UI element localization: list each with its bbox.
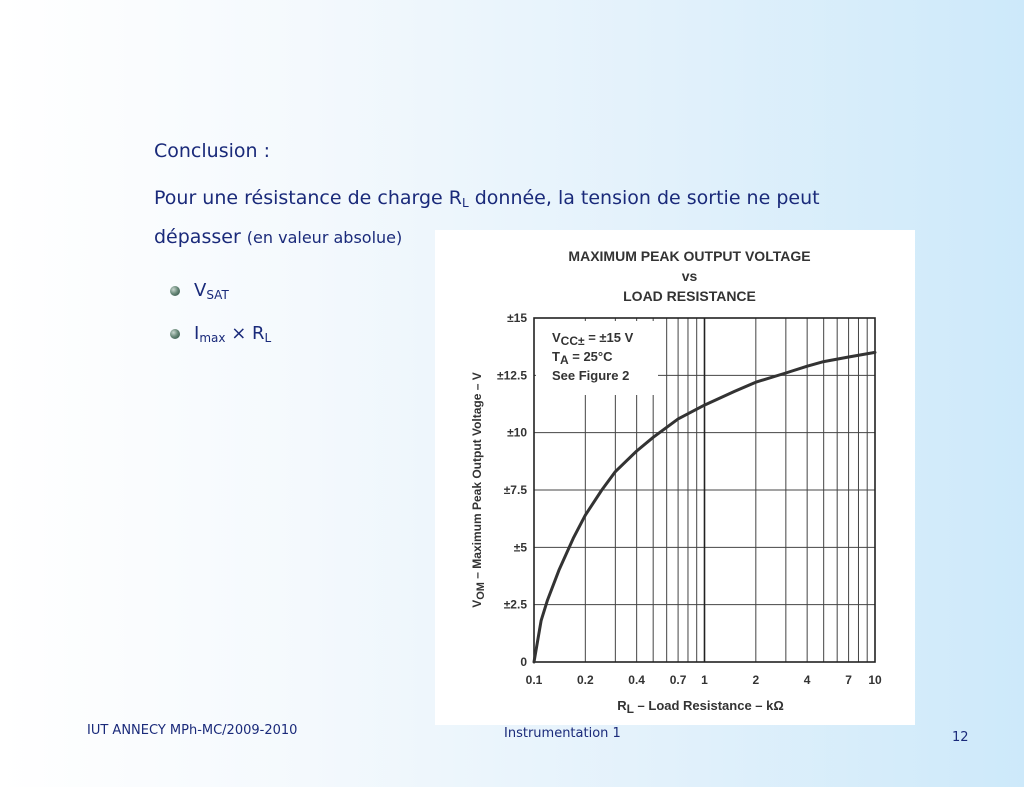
y-tick-label: ±2.5 <box>503 597 527 612</box>
y-tick-label: ±12.5 <box>497 368 527 383</box>
x-axis-label: RL – Load Resistance – kΩ <box>617 698 784 716</box>
bullet-item-vsat <box>172 280 229 302</box>
bullet-dot-icon <box>170 286 180 296</box>
paragraph-text-before: Pour une résistance de charge R <box>154 187 462 209</box>
footer-course: Instrumentation 1 <box>504 726 621 741</box>
paragraph-line2-main: dépasser <box>154 226 247 248</box>
x-tick-label: 2 <box>752 673 760 687</box>
chart-annotation: TA = 25°C <box>552 349 613 367</box>
x-tick-label: 7 <box>845 673 852 687</box>
footer-institution: IUT ANNECY MPh-MC/2009-2010 <box>87 723 298 738</box>
y-axis-label: VOM – Maximum Peak Output Voltage – V <box>470 372 487 608</box>
x-tick-label: 10 <box>868 673 882 687</box>
chart-annotation: See Figure 2 <box>552 368 630 383</box>
bullet-dot-icon <box>170 329 180 339</box>
y-tick-label: ±10 <box>507 425 527 440</box>
chart-title-line: vs <box>681 268 698 284</box>
paragraph-text-after: donnée, la tension de sortie ne peut <box>468 187 820 209</box>
paragraph-line2-small: (en valeur absolue) <box>246 228 403 247</box>
x-tick-label: 0.4 <box>628 673 645 687</box>
chart-annotation: VCC± = ±15 V <box>552 330 634 348</box>
chart-svg <box>435 230 915 725</box>
x-tick-label: 1 <box>701 673 708 687</box>
y-tick-label: ±5 <box>513 540 527 555</box>
chart-title-line: MAXIMUM PEAK OUTPUT VOLTAGE <box>568 248 811 264</box>
y-tick-label: ±15 <box>507 311 527 325</box>
x-tick-label: 0.2 <box>576 673 594 687</box>
footer-page-number: 12 <box>952 730 969 745</box>
bullet-text: $I_{max} \times R_L$ <box>194 323 272 345</box>
x-tick-label: 0.7 <box>669 673 687 687</box>
y-tick-label: ±7.5 <box>503 483 527 497</box>
paragraph-subscript: L <box>461 196 469 210</box>
x-tick-label: 0.1 <box>525 673 543 687</box>
paragraph-line-1 <box>154 187 914 210</box>
y-tick-label: 0 <box>520 655 527 669</box>
paragraph-line-2 <box>154 226 402 248</box>
chart-title-line: LOAD RESISTANCE <box>623 288 756 304</box>
chart-panel <box>435 230 915 725</box>
bullet-item-imax-rl <box>172 323 271 345</box>
x-tick-label: 4 <box>803 673 811 687</box>
slide-heading: Conclusion : <box>154 140 270 162</box>
bullet-text: $V_{SAT}$ <box>194 280 229 302</box>
